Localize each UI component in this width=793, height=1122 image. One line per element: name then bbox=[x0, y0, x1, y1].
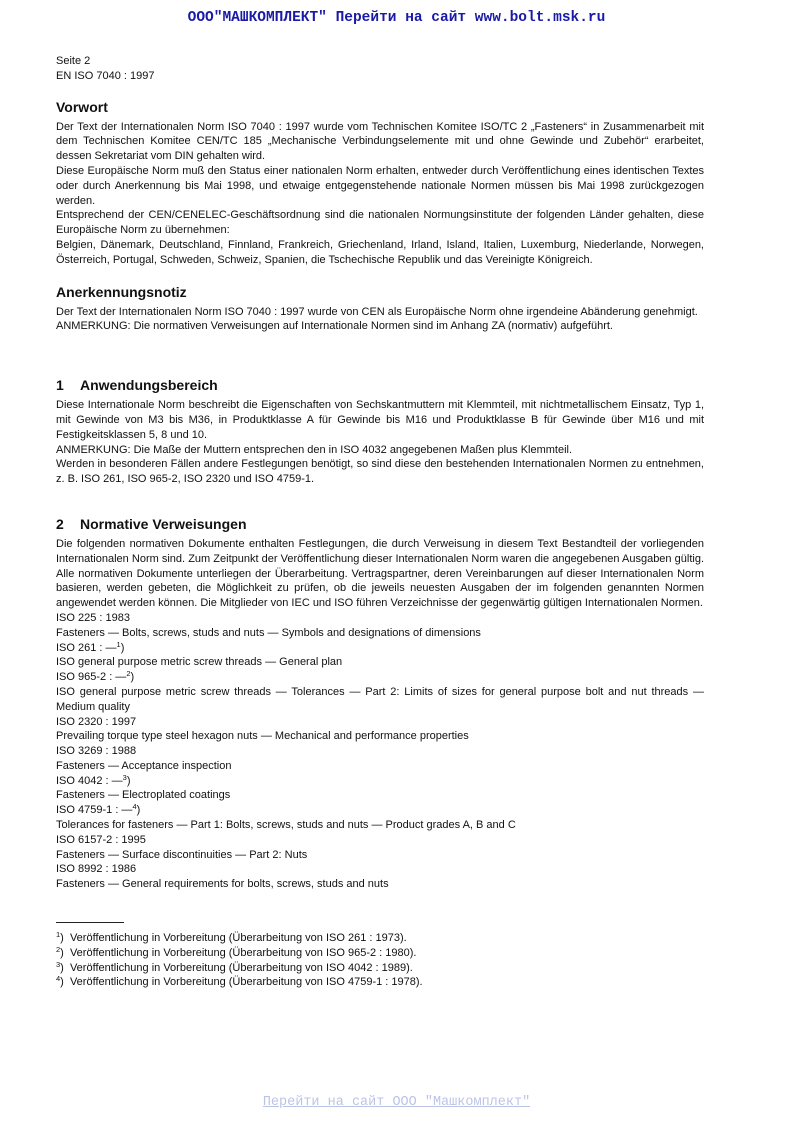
section-1-number: 1 bbox=[56, 377, 64, 394]
footnote-text: Veröffentlichung in Vorbereitung (Überarbeitung von ISO 261 : 1973). bbox=[69, 932, 407, 945]
section-2-heading bbox=[56, 516, 704, 533]
vorwort-heading: Vorwort bbox=[56, 98, 108, 115]
vorwort-paragraph: Belgien, Dänemark, Deutschland, Finnland, Frankreich, Griechenland, Irland, Island, Italien, Luxemburg, Niederlande, Norwegen, Österreich, Portugal, Schweden, Schweiz, Spanien, die Tschechische Republik und das Vereinigte Königreich. bbox=[56, 238, 704, 266]
section-1-note: ANMERKUNG: Die Maße der Muttern entsprechen den in ISO 4032 angegebenen Maßen plus Klemmteil. bbox=[56, 443, 573, 456]
page-header bbox=[56, 54, 704, 84]
footnote-mark: 4 bbox=[56, 974, 61, 984]
page-content bbox=[56, 54, 704, 990]
anerkennung-note: ANMERKUNG: Die normativen Verweisungen auf Internationale Normen sind im Anhang ZA (normativ) aufgeführt. bbox=[56, 320, 613, 333]
anerkennung-paragraph: Der Text der Internationalen Norm ISO 7040 : 1997 wurde von CEN als Europäische Norm ohne irgendeine Abänderung genehmigt. bbox=[56, 305, 698, 318]
reference-title: Fasteners — Bolts, screws, studs and nuts — Symbols and designations of dimensions bbox=[56, 626, 481, 639]
reference-item bbox=[56, 862, 704, 892]
section-1-paragraph: Werden in besonderen Fällen andere Festlegungen benötigt, so sind diese den bestehenden Internationalen Normen zu entnehmen, z. B. ISO 261, ISO 965-2, ISO 2320 und ISO 4759-1. bbox=[56, 458, 704, 486]
footnote: $^4$) Veröffentlichung in Vorbereitung (Überarbeitung von ISO 4759-1 : 1978). bbox=[56, 974, 423, 989]
vorwort-paragraph: Der Text der Internationalen Norm ISO 7040 : 1997 wurde vom Technischen Komitee ISO/TC 2 „Fasteners“ in Zusammenarbeit mit dem Technischen Komitee CEN/TC 185 „Mechanische Verbindungselemente mit und ohne Gewinde und Zubehör“ erarbeitet, dessen Sekretariat vom DIN gehalten wird. bbox=[56, 120, 704, 163]
section-1-heading bbox=[56, 377, 704, 394]
bottom-site-link[interactable]: Перейти на сайт ООО "Машкомплект" bbox=[262, 1095, 531, 1110]
reference-code: ISO 965-2 : — bbox=[56, 671, 127, 684]
footnote-mark: 3 bbox=[56, 959, 61, 969]
footnote-text: Veröffentlichung in Vorbereitung (Überarbeitung von ISO 965-2 : 1980). bbox=[69, 946, 417, 959]
section-1-title: Anwendungsbereich bbox=[80, 377, 218, 394]
footnote-ref: 4 bbox=[132, 802, 137, 812]
reference-item bbox=[56, 833, 704, 863]
reference-code: ISO 4042 : — bbox=[56, 774, 123, 787]
footnote-ref: 1 bbox=[116, 639, 121, 649]
footnote-mark: 2 bbox=[56, 944, 61, 954]
reference-item bbox=[56, 744, 704, 774]
reference-item: ISO 4042 : —$^3$) Fasteners — Electroplated coatings bbox=[56, 774, 704, 804]
section-2-intro: Die folgenden normativen Dokumente enthalten Festlegungen, die durch Verweisung in diesem Text Bestandteil der vorliegenden Internationalen Norm sind. Zum Zeitpunkt der Veröffentlichung dieser Internationalen Norm waren die angegebenen Ausgaben gültig. Alle normativen Dokumente unterliegen der Überarbeitung. Vertragspartner, deren Vereinbarungen auf dieser Internationalen Norm basieren, werden gebeten, die Möglichkeit zu prüfen, ob die jeweils neuesten Ausgaben der im folgenden genannten Normen angewendet werden können. Die Mitglieder von IEC und ISO führen Verzeichnisse der gegenwärtig gültigen Internationalen Normen. bbox=[56, 537, 704, 610]
section-1-paragraph: Diese Internationale Norm beschreibt die Eigenschaften von Sechskantmuttern mit Klemmteil, mit nichtmetallischem Einsatz, Typ 1, mit Gewinde von M3 bis M36, in Produktklasse A für Gewinde bis M16 und Produktklasse B für Gewinde über M16 und mit Festigkeitsklassen 5, 8 und 10. bbox=[56, 399, 704, 441]
reference-item bbox=[56, 611, 704, 641]
vorwort-paragraph: Entsprechend der CEN/CENELEC-Geschäftsordnung sind die nationalen Normungsinstitute der folgenden Länder gehalten, diese Europäische Norm zu übernehmen: bbox=[56, 209, 704, 237]
reference-code: ISO 8992 : 1986 bbox=[56, 863, 137, 876]
reference-title: ISO general purpose metric screw threads — Tolerances — Part 2: Limits of sizes for general purpose bolt and nut threads — Medium quality bbox=[56, 685, 704, 713]
footnote-ref: 3 bbox=[122, 772, 127, 782]
reference-title: Fasteners — Acceptance inspection bbox=[56, 759, 232, 772]
section-2-title: Normative Verweisungen bbox=[80, 515, 247, 532]
standard-id: EN ISO 7040 : 1997 bbox=[56, 69, 155, 82]
reference-code: ISO 6157-2 : 1995 bbox=[56, 833, 146, 846]
page-number: Seite 2 bbox=[56, 55, 91, 67]
footnote: $^2$) Veröffentlichung in Vorbereitung (Überarbeitung von ISO 965-2 : 1980). bbox=[56, 944, 417, 959]
reference-code: ISO 261 : — bbox=[56, 641, 117, 654]
reference-item: ISO 965-2 : —$^2$) ISO general purpose metric screw threads — Tolerances — Part 2: Limits of sizes for general purpose bolt and nut threads — Medium quality bbox=[56, 669, 704, 713]
reference-title: Prevailing torque type steel hexagon nuts — Mechanical and performance properties bbox=[56, 730, 469, 743]
top-site-link[interactable]: ООО"МАШКОМПЛЕКТ" Перейти на сайт www.bolt.msk.ru bbox=[187, 10, 606, 26]
reference-item: ISO 4759-1 : —$^4$) Tolerances for fasteners — Part 1: Bolts, screws, studs and nuts — Product grades A, B and C bbox=[56, 803, 704, 833]
reference-title: Tolerances for fasteners — Part 1: Bolts, screws, studs and nuts — Product grades A, B and C bbox=[56, 819, 516, 832]
reference-list bbox=[56, 611, 704, 892]
footnote-divider bbox=[56, 922, 124, 923]
reference-item: ISO 261 : —$^1$) ISO general purpose metric screw threads — General plan bbox=[56, 641, 704, 671]
reference-code: ISO 4759-1 : — bbox=[56, 804, 133, 817]
footnote: $^1$) Veröffentlichung in Vorbereitung (Überarbeitung von ISO 261 : 1973). bbox=[56, 930, 407, 945]
anerkennung-heading: Anerkennungsnotiz bbox=[56, 283, 187, 300]
reference-title: Fasteners — General requirements for bolts, screws, studs and nuts bbox=[56, 878, 389, 891]
footnote-ref: 2 bbox=[126, 669, 131, 679]
reference-code: ISO 225 : 1983 bbox=[56, 611, 130, 624]
footnote-text: Veröffentlichung in Vorbereitung (Überarbeitung von ISO 4759-1 : 1978). bbox=[69, 976, 423, 989]
footnote-text: Veröffentlichung in Vorbereitung (Überarbeitung von ISO 4042 : 1989). bbox=[69, 961, 413, 974]
section-2-number: 2 bbox=[56, 515, 64, 532]
vorwort-paragraph: Diese Europäische Norm muß den Status einer nationalen Norm erhalten, entweder durch Veröffentlichung eines identischen Textes oder durch Anerkennung bis Mai 1998, und etwaige entgegenstehende nationale Normen müssen bis Mai 1998 zurückgezogen werden. bbox=[56, 164, 704, 207]
footnotes bbox=[56, 931, 704, 990]
reference-title: ISO general purpose metric screw threads — General plan bbox=[56, 656, 343, 669]
reference-code: ISO 2320 : 1997 bbox=[56, 715, 137, 728]
reference-code: ISO 3269 : 1988 bbox=[56, 745, 137, 758]
reference-title: Fasteners — Electroplated coatings bbox=[56, 789, 231, 802]
reference-item bbox=[56, 715, 704, 745]
reference-title: Fasteners — Surface discontinuities — Part 2: Nuts bbox=[56, 848, 308, 861]
footnote-mark: 1 bbox=[56, 930, 61, 940]
footnote: $^3$) Veröffentlichung in Vorbereitung (Überarbeitung von ISO 4042 : 1989). bbox=[56, 959, 413, 974]
